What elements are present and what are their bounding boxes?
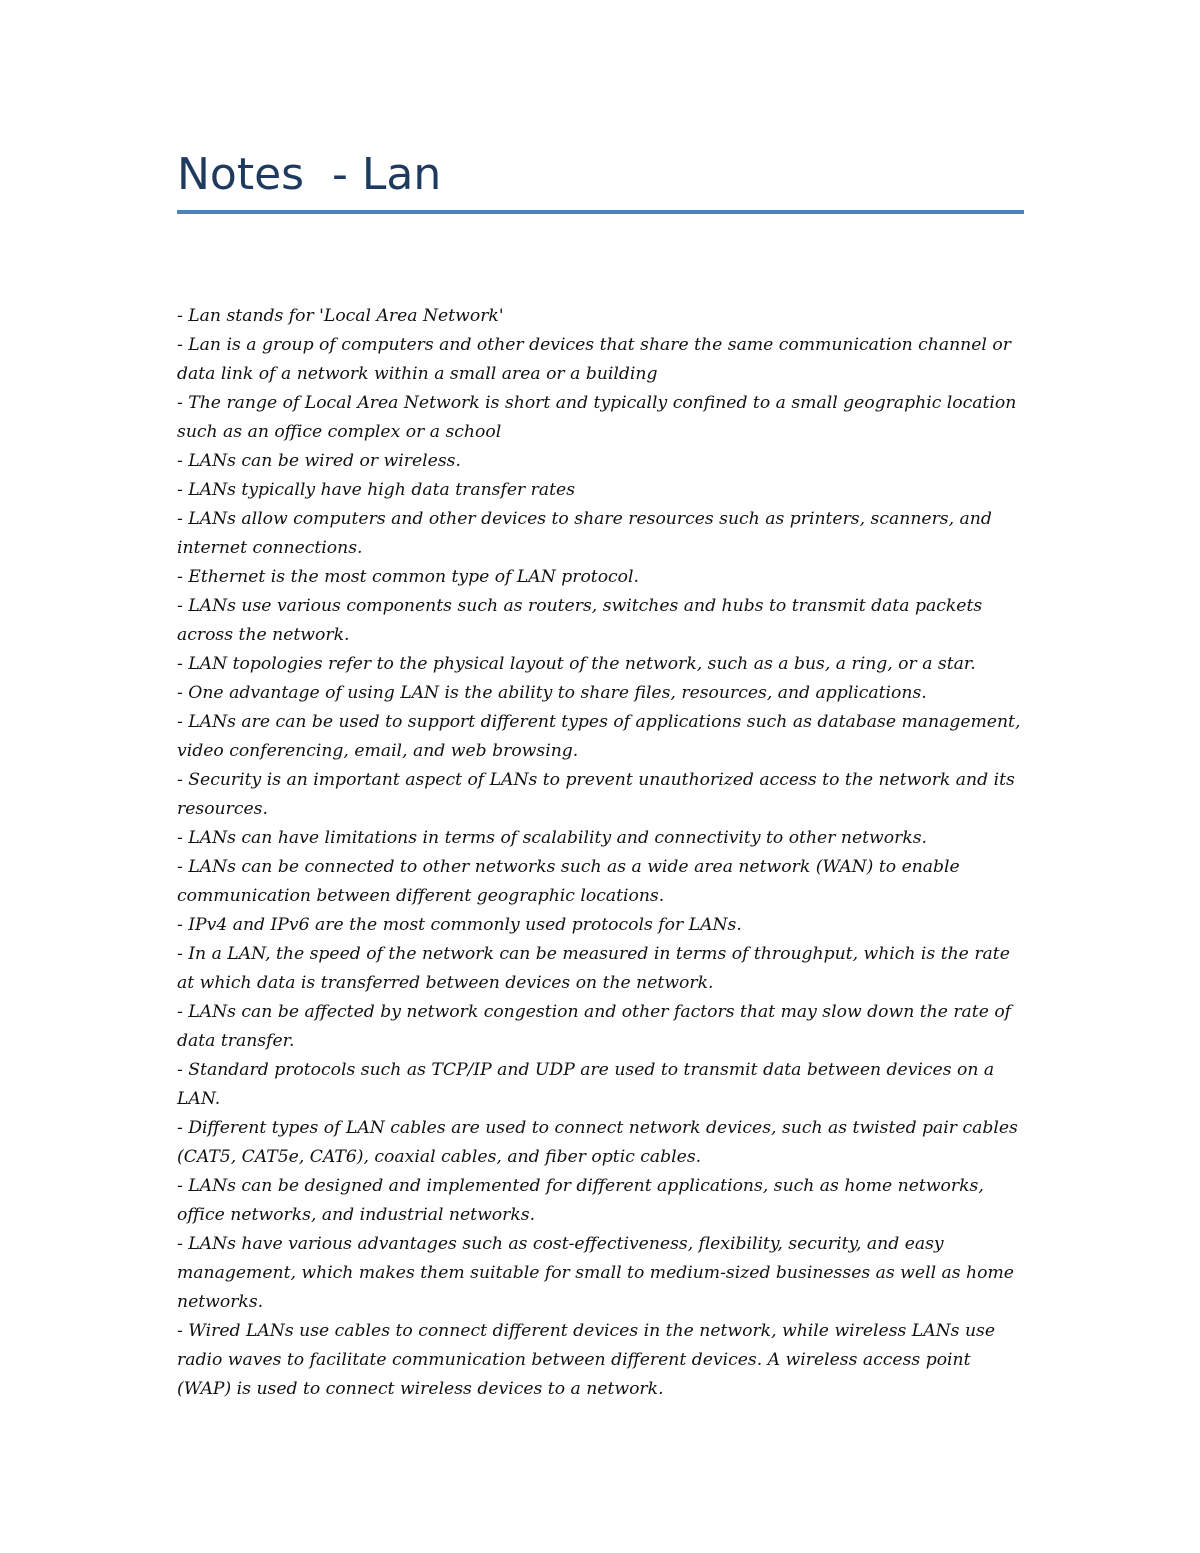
note-item: - Lan stands for 'Local Area Network' xyxy=(177,306,504,326)
notes-list xyxy=(177,302,1027,1404)
note-item: - LANs can be designed and implemented for different applications, such as home networks, office networks, and industrial networks. xyxy=(177,1176,984,1225)
note-item: - LANs can be affected by network congestion and other factors that may slow down the rate of data transfer. xyxy=(177,1002,1012,1051)
note-item: - LANs can be wired or wireless. xyxy=(177,451,461,471)
note-item: - In a LAN, the speed of the network can be measured in terms of throughput, which is the rate at which data is transferred between devices on the network. xyxy=(177,944,1010,993)
note-item: - IPv4 and IPv6 are the most commonly used protocols for LANs. xyxy=(177,915,742,935)
page-title: Notes - Lan xyxy=(177,149,442,200)
note-item: - Wired LANs use cables to connect different devices in the network, while wireless LANs use radio waves to facilitate communication between different devices. A wireless access point (WAP) is used to connect wireless devices to a network. xyxy=(177,1321,996,1399)
note-item: - LANs typically have high data transfer rates xyxy=(177,480,576,500)
note-item: - Security is an important aspect of LANs to prevent unauthorized access to the network and its resources. xyxy=(177,770,1015,819)
note-item: - LANs have various advantages such as cost-effectiveness, flexibility, security, and easy management, which makes them suitable for small to medium-sized businesses as well as home networks. xyxy=(177,1234,1014,1312)
note-item: - LANs allow computers and other devices to share resources such as printers, scanners, and internet connections. xyxy=(177,509,992,558)
note-item: - LANs are can be used to support different types of applications such as database management, video conferencing, email, and web browsing. xyxy=(177,712,1021,761)
note-item: - LANs can have limitations in terms of scalability and connectivity to other networks. xyxy=(177,828,928,848)
note-item: - Lan is a group of computers and other devices that share the same communication channel or data link of a network within a small area or a building xyxy=(177,335,1011,384)
note-item: - One advantage of using LAN is the ability to share files, resources, and applications. xyxy=(177,683,927,703)
note-item: - LAN topologies refer to the physical layout of the network, such as a bus, a ring, or a star. xyxy=(177,654,976,674)
note-item: - Different types of LAN cables are used to connect network devices, such as twisted pair cables (CAT5, CAT5e, CAT6), coaxial cables, and fiber optic cables. xyxy=(177,1118,1018,1167)
note-item: - LANs use various components such as routers, switches and hubs to transmit data packets across the network. xyxy=(177,596,983,645)
note-item: - Standard protocols such as TCP/IP and UDP are used to transmit data between devices on a LAN. xyxy=(177,1060,995,1109)
note-item: - Ethernet is the most common type of LAN protocol. xyxy=(177,567,639,587)
note-item: - LANs can be connected to other networks such as a wide area network (WAN) to enable communication between different geographic locations. xyxy=(177,857,960,906)
title-underline xyxy=(177,210,1024,214)
note-item: - The range of Local Area Network is short and typically confined to a small geographic location such as an office complex or a school xyxy=(177,393,1017,442)
